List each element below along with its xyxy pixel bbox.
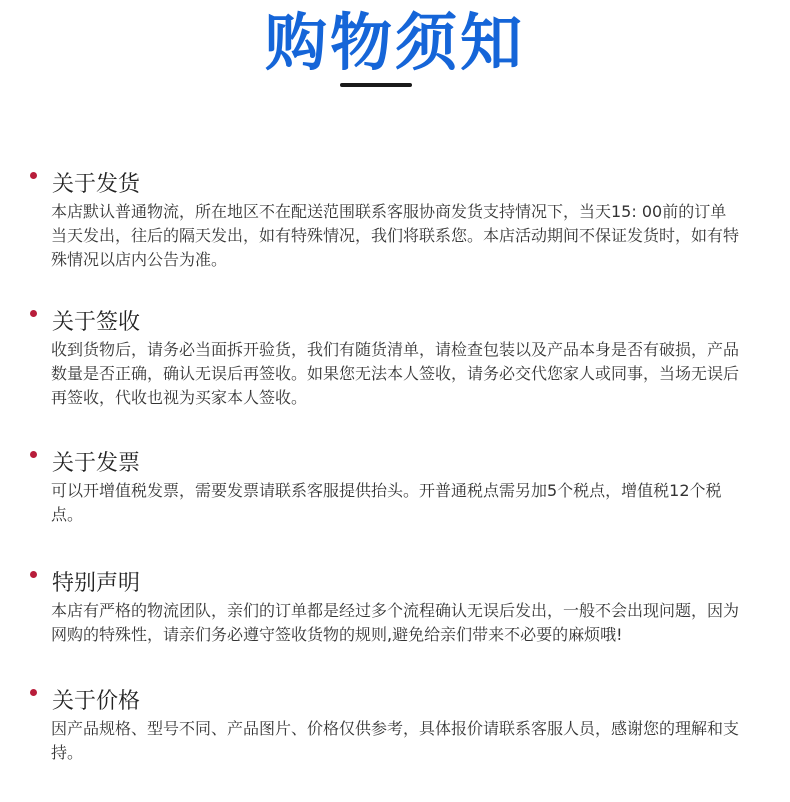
section-body: 收到货物后，请务必当面拆开验货，我们有随货清单，请检查包装以及产品本身是否有破损，产品数量是否正确，确认无误后再签收。如果您无法本人签收，请务必交代您家人或同事，当场无误后再签收，代收也视为买家本人签收。 bbox=[51, 340, 740, 407]
section-heading: 关于发货 bbox=[52, 172, 141, 197]
bullet-dot-icon bbox=[30, 172, 37, 179]
section-heading: 特别声明 bbox=[52, 571, 141, 596]
section-body: 因产品规格、型号不同、产品图片、价格仅供参考，具体报价请联系客服人员，感谢您的理解和支持。 bbox=[51, 719, 740, 762]
bullet-dot-icon bbox=[30, 571, 37, 578]
section-heading: 关于价格 bbox=[52, 689, 141, 714]
bullet-dot-icon bbox=[30, 689, 37, 696]
title-underline bbox=[340, 83, 412, 87]
bullet-dot-icon bbox=[30, 310, 37, 317]
section-body: 本店有严格的物流团队，亲们的订单都是经过多个流程确认无误后发出，一般不会出现问题，因为网购的特殊性，请亲们务必遵守签收货物的规则,避免给亲们带来不必要的麻烦哦! bbox=[51, 601, 740, 644]
section-heading: 关于签收 bbox=[52, 310, 141, 335]
section-body: 可以开增值税发票，需要发票请联系客服提供抬头。开普通税点需另加5个税点，增值税12个税点。 bbox=[51, 481, 722, 524]
section-heading: 关于发票 bbox=[52, 451, 141, 476]
bullet-dot-icon bbox=[30, 451, 37, 458]
page-title: 购物须知 bbox=[264, 6, 525, 79]
section-body: 本店默认普通物流，所在地区不在配送范围联系客服协商发货支持情况下，当天15: 00前的订单当天发出，往后的隔天发出，如有特殊情况，我们将联系您。本店活动期间不保证发货时，如有特殊情况以店内公告为准。 bbox=[51, 202, 740, 269]
